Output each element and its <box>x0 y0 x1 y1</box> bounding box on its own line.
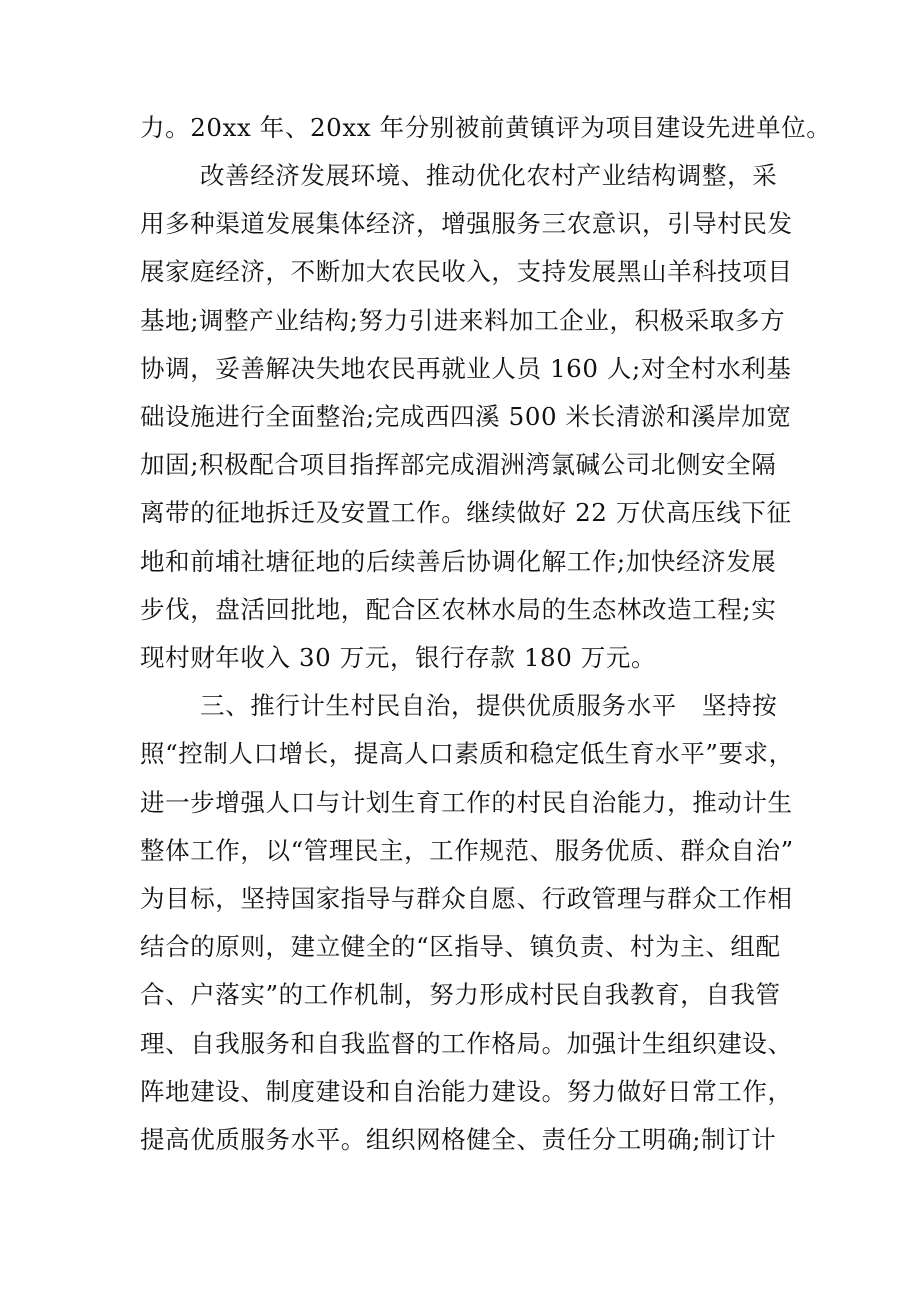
text-line: 离带的征地拆迁及安置工作。继续做好 22 万伏高压线下征 <box>140 498 792 527</box>
paragraph-start-line: 改善经济发展环境、推动优化农村产业结构调整，采 <box>200 161 778 190</box>
text-line: 力。20xx 年、20xx 年分别被前黄镇评为项目建设先进单位。 <box>140 113 832 142</box>
text-line: 为目标，坚持国家指导与群众自愿、行政管理与群众工作相 <box>140 884 793 913</box>
text-line: 基地;调整产业结构;努力引进来料加工企业，积极采取多方 <box>140 306 786 335</box>
text-line: 提高优质服务水平。组织网格健全、责任分工明确;制订计 <box>140 1125 777 1154</box>
text-line: 整体工作，以“管理民主，工作规范、服务优质、群众自治” <box>140 836 794 865</box>
text-line: 阵地建设、制度建设和自治能力建设。努力做好日常工作， <box>140 1077 793 1106</box>
text-line: 展家庭经济，不断加大农民收入，支持发展黑山羊科技项目 <box>140 257 793 286</box>
text-line: 进一步增强人口与计划生育工作的村民自治能力，推动计生 <box>140 788 793 817</box>
text-line: 结合的原则，建立健全的“区指导、镇负责、村为主、组配 <box>140 932 781 961</box>
section-heading-line: 三、推行计生村民自治，提供优质服务水平 坚持按 <box>200 691 778 720</box>
text-line: 步伐，盘活回批地，配合区农林水局的生态林改造工程;实 <box>140 595 777 624</box>
text-line: 协调，妥善解决失地农民再就业人员 160 人;对全村水利基 <box>140 354 792 383</box>
text-line: 加固;积极配合项目指挥部完成湄洲湾氯碱公司北侧安全隔 <box>140 450 777 479</box>
text-line: 理、自我服务和自我监督的工作格局。加强计生组织建设、 <box>140 1029 793 1058</box>
text-line: 照“控制人口增长，提高人口素质和稳定低生育水平”要求， <box>140 739 794 768</box>
text-line: 合、户落实”的工作机制，努力形成村民自我教育，自我管 <box>140 980 781 1009</box>
text-line: 地和前埔社塘征地的后续善后协调化解工作;加快经济发展 <box>140 547 777 576</box>
text-line: 础设施进行全面整治;完成西四溪 500 米长清淤和溪岸加宽 <box>140 402 792 431</box>
text-line: 用多种渠道发展集体经济，增强服务三农意识，引导村民发 <box>140 209 793 238</box>
text-line: 现村财年收入 30 万元，银行存款 180 万元。 <box>140 643 657 672</box>
